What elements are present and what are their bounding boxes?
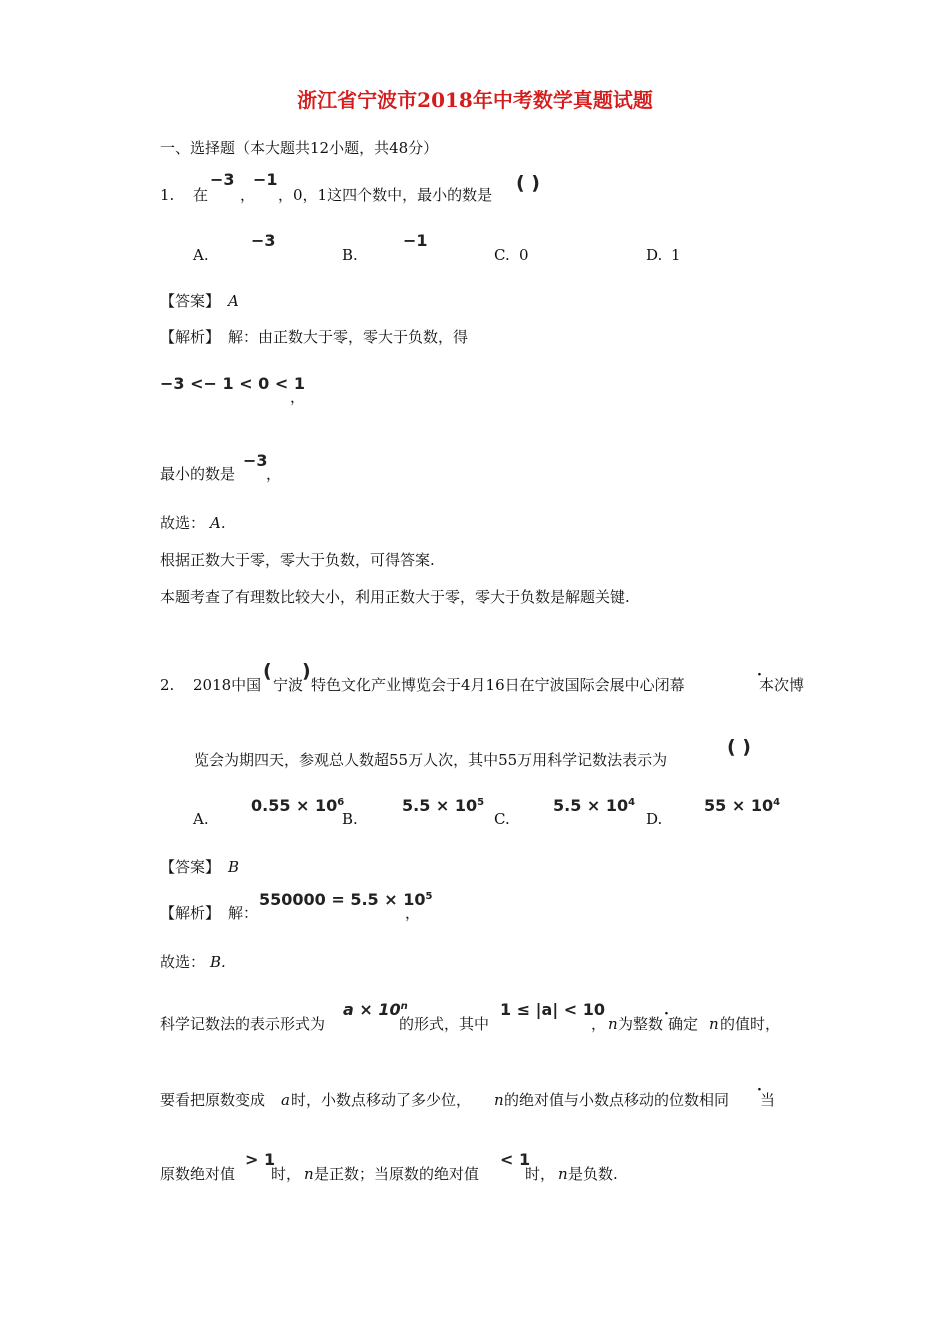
q1-note-1: 根据正数大于零，零大于负数，可得答案. (160, 551, 435, 569)
q2-s1-b: 的形式，其中 (399, 1015, 490, 1033)
q2-s1-a: 科学记数法的表示形式为 (160, 1015, 326, 1033)
q2-line2: 览会为期四天，参观总人数超55万人次，其中55万用科学记数法表示为 (194, 751, 668, 769)
q1-option-a-label: A. (193, 246, 209, 264)
q2-s2-d: 当 (760, 1091, 776, 1109)
q2-pick-prefix: 故选： (160, 953, 206, 971)
q2-s2-c: 的绝对值与小数点移动的位数相同 (504, 1091, 730, 1109)
q1-min-prefix: 最小的数是 (160, 465, 236, 483)
q1-option-c-text: 0 (519, 246, 529, 264)
section-heading: 一、选择题（本大题共12小题，共48分） (160, 139, 439, 157)
q2-option-c-math: $5.5 \times 10^4$ (553, 796, 636, 815)
q2-s2-b: 时，小数点移动了多少位， (291, 1091, 472, 1109)
q2-s2-a-var: a (281, 1091, 290, 1109)
q1-analysis-tag: 【解析】 (160, 328, 221, 346)
q2-s3-d: 时， (525, 1165, 556, 1183)
q2-option-d-math: $55 \times 10^4$ (704, 796, 781, 815)
q2-s3-e: 是负数. (568, 1165, 618, 1183)
q2-s3-n2: n (558, 1165, 568, 1183)
q2-analysis-text: 解： (228, 904, 259, 922)
q2-s3-a: 原数绝对值 (160, 1165, 236, 1183)
q2-answer-paren: ( ) (727, 736, 751, 758)
q1-number: 1. (160, 186, 175, 204)
q1-option-b-math: −1 (403, 231, 428, 250)
q1-answer-paren: ( ) (516, 172, 540, 194)
page-title: 浙江省宁波市2018年中考数学真题试题 (297, 88, 653, 112)
q2-s3-b: 时， (271, 1165, 302, 1183)
q2-number: 2. (160, 676, 175, 694)
q2-option-a-label: A. (193, 810, 209, 828)
q1-option-b-label: B. (342, 246, 358, 264)
q2-pick: B. (210, 953, 226, 971)
q2-s2-n: n (494, 1091, 504, 1109)
q2-line1-d: 本次博 (759, 676, 805, 694)
q2-s1-f: 的值时， (720, 1015, 781, 1033)
q2-dot: · (757, 667, 762, 683)
q2-s3-math-gt1: > 1 (245, 1150, 276, 1169)
q2-option-b-math: $5.5 \times 10^5$ (402, 796, 485, 815)
q2-s2-a: 要看把原数变成 (160, 1091, 266, 1109)
q1-stem-mid: ，0，1这四个数中，最小的数是 (278, 186, 493, 204)
q1-math-neg3: −3 (210, 170, 235, 189)
q1-min-comma: ， (266, 465, 282, 483)
q2-answer: B (228, 858, 240, 876)
q1-note-2: 本题考查了有理数比较大小，利用正数大于零，零大于负数是解题关键. (160, 588, 630, 606)
q1-min-math: −3 (243, 451, 268, 470)
q1-pick: A. (210, 514, 226, 532)
q1-inequality-comma: ， (290, 388, 306, 406)
q2-option-c-label: C. (494, 810, 510, 828)
q2-s3-math-lt1: < 1 (500, 1150, 531, 1169)
q2-s1-n2: n (709, 1015, 719, 1033)
q1-option-d-text: 1 (671, 246, 681, 264)
q2-s1-dot: · (664, 1006, 669, 1022)
q2-option-b-label: B. (342, 810, 358, 828)
q2-s3-n1: n (304, 1165, 314, 1183)
q1-math-neg1: −1 (253, 170, 278, 189)
q2-paren-close: ) (302, 660, 311, 682)
q2-line1-b: 宁波 (273, 676, 304, 694)
q2-s1-math-a10n: $a \times 10^n$ (343, 1000, 408, 1019)
q2-option-a-math: $0.55 \times 10^6$ (251, 796, 345, 815)
q1-option-a-math: −3 (251, 231, 276, 250)
q2-s3-c: 是正数；当原数的绝对值 (314, 1165, 480, 1183)
q2-paren-open: ( (263, 660, 272, 682)
q2-s2-dot: · (757, 1082, 762, 1098)
q1-pick-prefix: 故选： (160, 514, 206, 532)
q2-s1-c: ， (591, 1015, 607, 1033)
q2-equation: $550000 = 5.5 \times 10^5$ (259, 890, 433, 909)
q1-inequality: −3 <− 1 < 0 < 1 (160, 374, 305, 393)
q2-s1-n1: n (608, 1015, 618, 1033)
q2-option-d-label: D. (646, 810, 663, 828)
q2-line1-c: 特色文化产业博览会于4月16日在宁波国际会展中心闭幕 (311, 676, 685, 694)
q1-comma: ， (240, 186, 256, 204)
q2-line1-a: 2018中国 (193, 676, 262, 694)
q1-stem-prefix: 在 (193, 186, 209, 204)
q1-answer-tag: 【答案】 (160, 292, 221, 310)
q1-option-c-label: C. (494, 246, 510, 264)
q2-s1-math-range: 1 ≤ |a| < 10 (500, 1000, 605, 1019)
q2-s1-e: 确定 (668, 1015, 699, 1033)
q1-answer: A (228, 292, 239, 310)
q1-analysis-text: 解：由正数大于零，零大于负数，得 (228, 328, 469, 346)
q2-equation-comma: ， (405, 904, 421, 922)
q2-analysis-tag: 【解析】 (160, 904, 221, 922)
q2-answer-tag: 【答案】 (160, 858, 221, 876)
q2-s1-d: 为整数 (618, 1015, 664, 1033)
q1-option-d-label: D. (646, 246, 663, 264)
